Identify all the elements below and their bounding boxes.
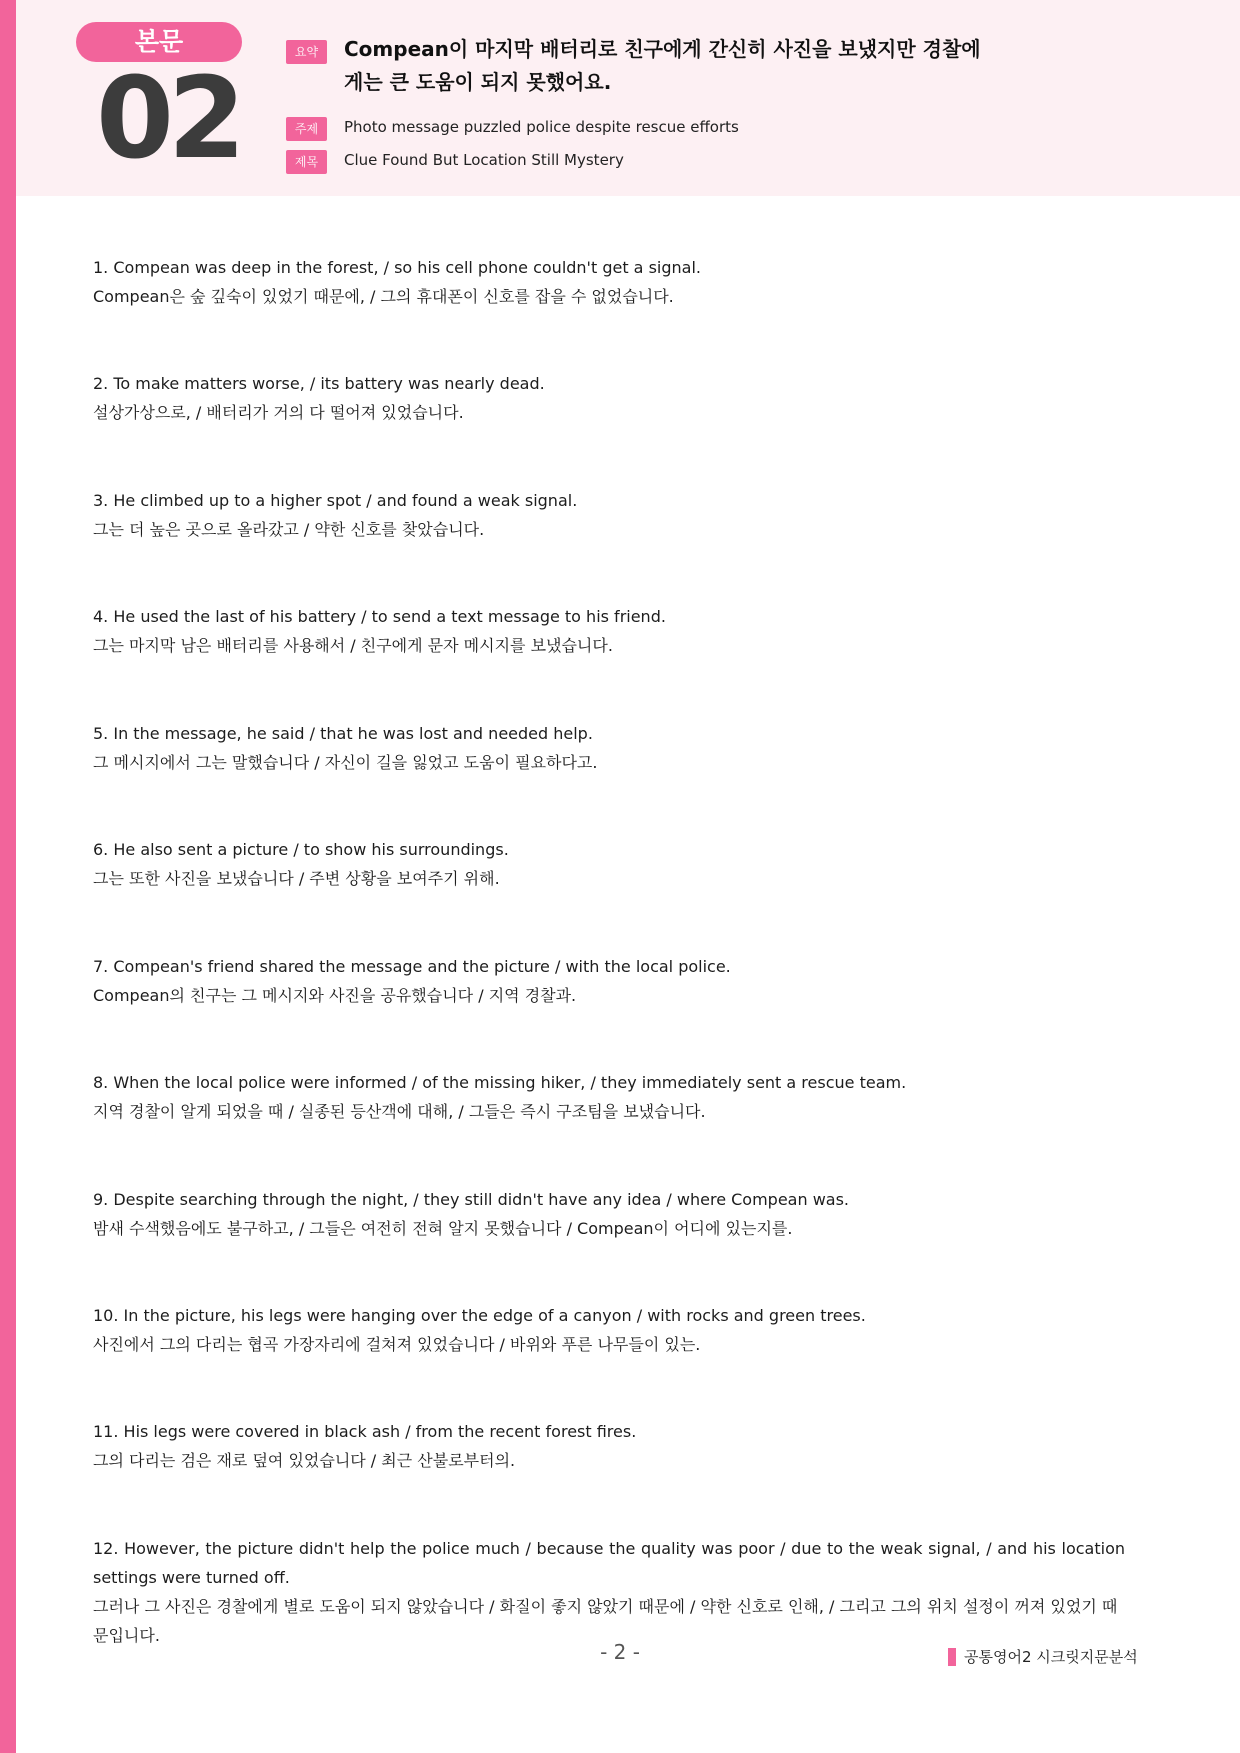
sentence-korean: 그 메시지에서 그는 말했습니다 / 자신이 길을 잃었고 도움이 필요하다고. — [93, 753, 598, 772]
sentence-korean: 그는 마지막 남은 배터리를 사용해서 / 친구에게 문자 메시지를 보냈습니다. — [93, 636, 613, 655]
sentence-english: 3. He climbed up to a higher spot / and found a weak signal. — [93, 491, 578, 510]
sentence-english: 4. He used the last of his battery / to send a text message to his friend. — [93, 607, 666, 626]
left-accent-bar — [0, 0, 16, 1753]
page-number: - 2 - — [600, 1640, 640, 1664]
sentence-english: 6. He also sent a picture / to show his surroundings. — [93, 840, 509, 859]
sentence-korean: Compean의 친구는 그 메시지와 사진을 공유했습니다 / 지역 경찰과. — [93, 986, 577, 1005]
sentence-korean: 지역 경찰이 알게 되었을 때 / 실종된 등산객에 대해, / 그들은 즉시 구조팀을 보냈습니다. — [93, 1102, 706, 1121]
sentence-item — [93, 719, 1125, 777]
sentence-item — [93, 253, 1125, 311]
title-text: Clue Found But Location Still Mystery — [344, 151, 624, 169]
sentence-korean: 그의 다리는 검은 재로 덮여 있었습니다 / 최근 산불로부터의. — [93, 1451, 516, 1470]
sentence-english: 1. Compean was deep in the forest, / so his cell phone couldn't get a signal. — [93, 258, 701, 277]
sentence-korean: 사진에서 그의 다리는 협곡 가장자리에 걸쳐져 있었습니다 / 바위와 푸른 나무들이 있는. — [93, 1335, 701, 1354]
sentence-item — [93, 602, 1125, 660]
sentence-english: 10. In the picture, his legs were hanging over the edge of a canyon / with rocks and green trees. — [93, 1306, 866, 1325]
footer-brand — [948, 1646, 1138, 1667]
section-badge: 본문 — [76, 22, 242, 62]
page-header — [16, 0, 1240, 196]
sentence-english: 7. Compean's friend shared the message and the picture / with the local police. — [93, 957, 731, 976]
sentence-english: 5. In the message, he said / that he was lost and needed help. — [93, 724, 593, 743]
passage-number: 02 — [96, 54, 240, 184]
brand-mark — [948, 1648, 956, 1666]
sentence-english: 8. When the local police were informed / of the missing hiker, / they immediately sent a rescue team. — [93, 1073, 907, 1092]
sentence-english: 9. Despite searching through the night, / they still didn't have any idea / where Compean was. — [93, 1190, 850, 1209]
sentence-item — [93, 1068, 1125, 1126]
summary-text: Compean이 마지막 배터리로 친구에게 간신히 사진을 보냈지만 경찰에게는 큰 도움이 되지 못했어요. — [344, 37, 981, 94]
title-tag: 제목 — [286, 150, 327, 174]
sentence-english: 11. His legs were covered in black ash / from the recent forest fires. — [93, 1422, 637, 1441]
sentence-korean: Compean은 숲 깊숙이 있었기 때문에, / 그의 휴대폰이 신호를 잡을 수 없었습니다. — [93, 287, 674, 306]
sentence-item — [93, 369, 1125, 427]
sentence-item — [93, 1301, 1125, 1359]
sentence-item — [93, 952, 1125, 1010]
topic-tag: 주제 — [286, 117, 327, 141]
sentence-item — [93, 1185, 1125, 1243]
sentence-item — [93, 1417, 1125, 1475]
topic-text: Photo message puzzled police despite rescue efforts — [344, 118, 739, 136]
sentence-english: 12. However, the picture didn't help the police much / because the quality was poor / due to the weak signal, / and his location settings were turned off. — [93, 1539, 1125, 1587]
sentence-korean: 그러나 그 사진은 경찰에게 별로 도움이 되지 않았습니다 / 화질이 좋지 않았기 때문에 / 약한 신호로 인해, / 그리고 그의 위치 설정이 꺼져 있었기 때문입니다. — [93, 1597, 1118, 1645]
sentence-korean: 설상가상으로, / 배터리가 거의 다 떨어져 있었습니다. — [93, 403, 464, 422]
sentence-korean: 그는 또한 사진을 보냈습니다 / 주변 상황을 보여주기 위해. — [93, 869, 500, 888]
sentence-item — [93, 1534, 1125, 1650]
sentence-korean: 그는 더 높은 곳으로 올라갔고 / 약한 신호를 찾았습니다. — [93, 520, 485, 539]
sentence-korean: 밤새 수색했음에도 불구하고, / 그들은 여전히 전혀 알지 못했습니다 / Compean이 어디에 있는지를. — [93, 1219, 793, 1238]
sentence-english: 2. To make matters worse, / its battery was nearly dead. — [93, 374, 545, 393]
sentence-item — [93, 486, 1125, 544]
brand-text: 공통영어2 시크릿지문분석 — [964, 1648, 1138, 1666]
summary-tag: 요약 — [286, 40, 327, 64]
sentence-item — [93, 835, 1125, 893]
